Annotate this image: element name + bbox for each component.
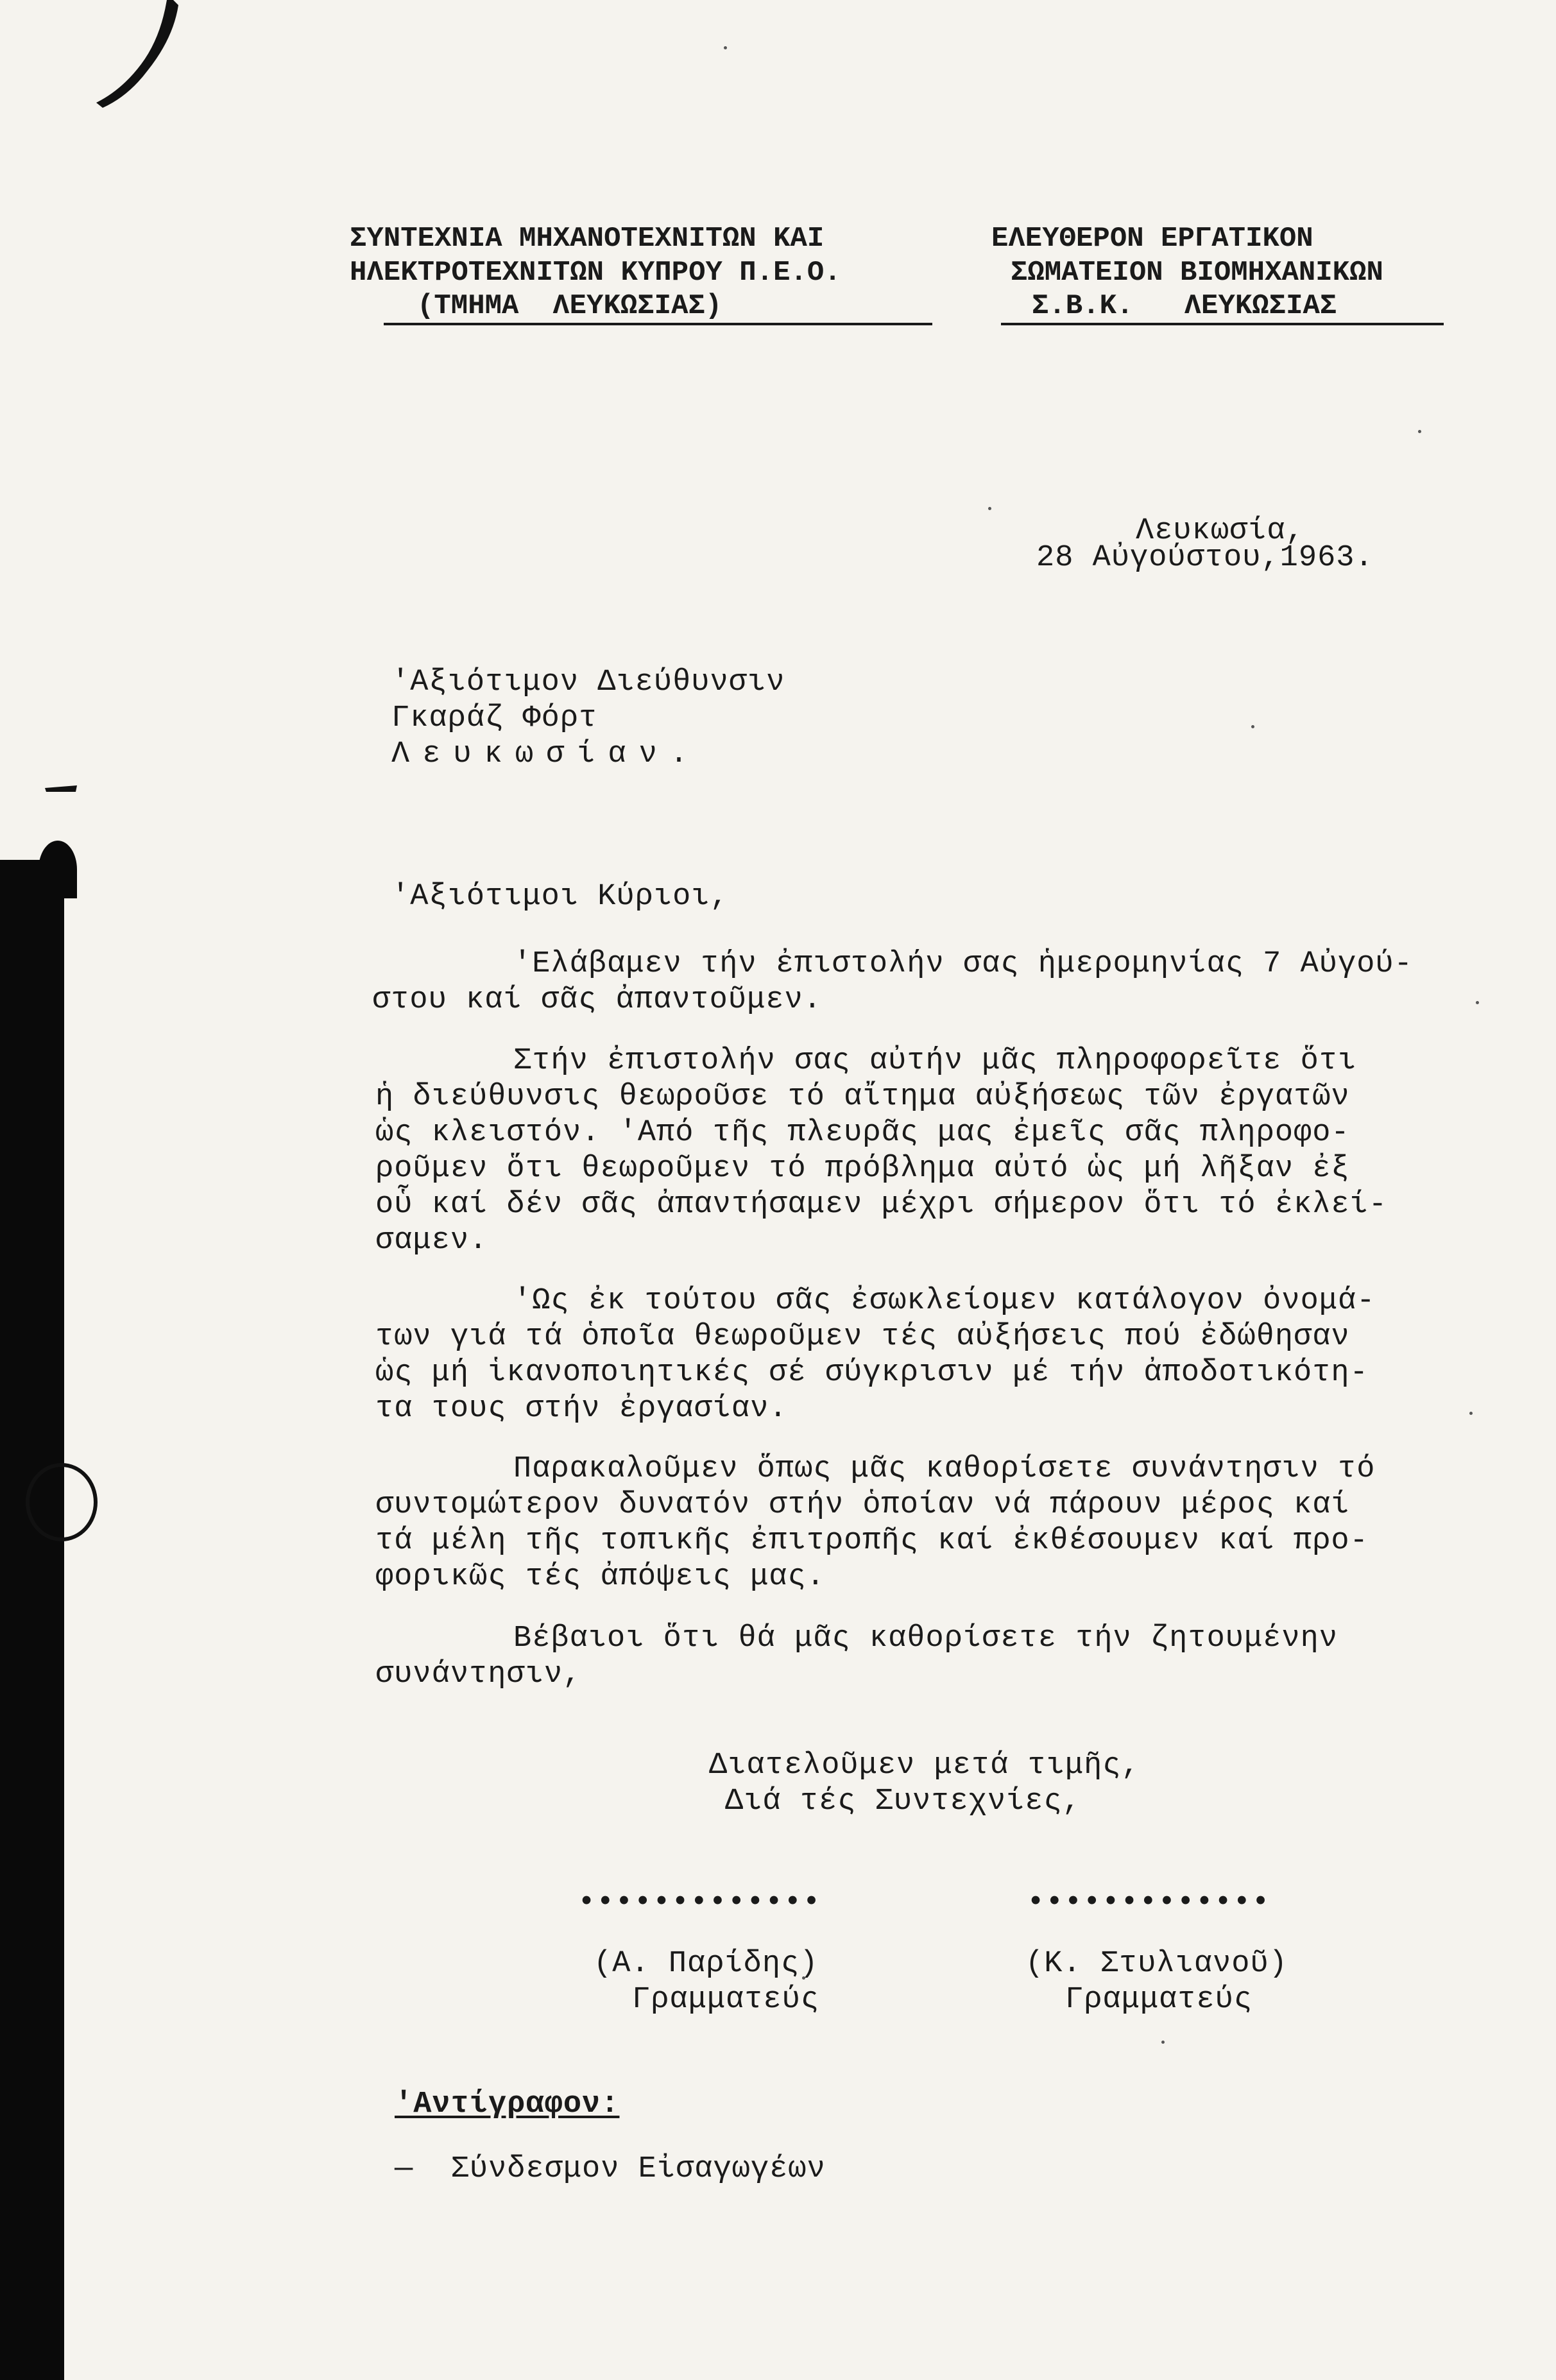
scan-edge-notch: [38, 841, 77, 898]
speck: [1161, 2041, 1165, 2044]
recipient-line2: Γκαράζ Φόρτ: [391, 701, 598, 735]
p3-line2: των γιά τά ὁποῖα θεωροῦμεν τές αὐξήσεις πού ἐδώθησαν: [375, 1320, 1350, 1354]
speck: [1476, 1001, 1479, 1004]
signature-dots-left: •••••••••••••: [577, 1886, 821, 1920]
p4-line3: τά μέλη τῆς τοπικῆς ἐπιτροπῆς καί ἐκθέσουμεν καί προ-: [375, 1524, 1369, 1558]
signature-right-name: (Κ. Στυλιανοῦ): [1025, 1947, 1288, 1981]
p2-line3: ὡς κλειστόν. 'Από τῆς πλευρᾶς μας ἐμεῖς σᾶς πληροφο-: [375, 1116, 1350, 1150]
date-place: Λευκωσία,: [1136, 514, 1304, 548]
recipient-line3: Λευκωσίαν.: [391, 737, 701, 771]
signature-left-name: (Α. Παρίδης): [594, 1947, 819, 1981]
header-right-line2: ΣΩΜΑΤΕΙΟΝ ΒΙΟΜΗΧΑΝΙΚΩΝ: [1011, 257, 1383, 289]
p2-line2: ἡ διεύθυνσις θεωροῦσε τό αἴτημα αὐξήσεως τῶν ἐργατῶν: [375, 1080, 1350, 1114]
ink-tick-icon: [45, 783, 77, 796]
signature-left-title: Γραμματεύς: [632, 1983, 820, 2017]
p4-line1: Παρακαλοῦμεν ὅπως μᾶς καθορίσετε συνάντησιν τό: [513, 1452, 1376, 1486]
speck: [1251, 725, 1254, 728]
p4-line2: συντομώτερον δυνατόν στήν ὁποίαν νά πάρουν μέρος καί: [375, 1488, 1350, 1522]
p4-line4: φορικῶς τές ἀπόψεις μας.: [375, 1560, 825, 1594]
closing-line1: Διατελοῦμεν μετά τιμῆς,: [709, 1749, 1140, 1783]
speck: [724, 46, 727, 49]
signature-right-title: Γραμματεύς: [1065, 1983, 1253, 2017]
p3-line4: τα τους στήν ἐργασίαν.: [375, 1392, 788, 1426]
punch-hole-ring: [26, 1463, 98, 1541]
closing-line2: Διά τές Συντεχνίες,: [725, 1785, 1081, 1819]
speck: [1469, 1412, 1473, 1415]
header-left-rule: [384, 323, 932, 325]
scan-edge-shadow: [0, 860, 64, 2380]
copies-item: — Σύνδεσμον Εἰσαγωγέων: [395, 2152, 826, 2186]
p2-line4: ροῦμεν ὅτι θεωροῦμεν τό πρόβλημα αὐτό ὡς μή λῆξαν ἐξ: [375, 1152, 1350, 1186]
signature-dots-right: •••••••••••••: [1027, 1886, 1270, 1920]
salutation: 'Αξιότιμοι Κύριοι,: [391, 880, 729, 914]
speck: [1418, 430, 1421, 433]
header-left-line2: ΗΛΕΚΤΡΟΤΕΧΝΙΤΩΝ ΚΥΠΡΟΥ Π.Ε.Ο.: [350, 257, 841, 289]
p2-line5: οὗ καί δέν σᾶς ἀπαντήσαμεν μέχρι σήμερον ὅτι τό ἐκλεί-: [375, 1188, 1388, 1222]
p5-line1: Βέβαιοι ὅτι θά μᾶς καθορίσετε τήν ζητουμένην: [513, 1622, 1338, 1656]
header-right-rule: [1001, 323, 1444, 325]
ink-mark-icon: [96, 0, 180, 109]
p2-line6: σαμεν.: [375, 1224, 488, 1258]
header-left-line1: ΣΥΝΤΕΧΝΙΑ ΜΗΧΑΝΟΤΕΧΝΙΤΩΝ ΚΑΙ: [350, 223, 825, 255]
p5-line2: συνάντησιν,: [375, 1657, 582, 1691]
header-right-line1: ΕΛΕΥΘΕΡΟΝ ΕΡΓΑΤΙΚΟΝ: [991, 223, 1313, 255]
date-value: 28 Αὐγούστου,1963.: [1036, 541, 1374, 575]
header-left-line3: (ΤΜΗΜΑ ΛΕΥΚΩΣΙΑΣ): [417, 290, 722, 322]
header-right-line3: Σ.Β.Κ. ΛΕΥΚΩΣΙΑΣ: [1032, 290, 1337, 322]
p1-line1: 'Ελάβαμεν τήν ἐπιστολήν σας ἡμερομηνίας 7 Αὐγού-: [513, 947, 1413, 981]
p3-line1: 'Ως ἐκ τούτου σᾶς ἐσωκλείομεν κατάλογον ὀνομά-: [513, 1284, 1376, 1318]
p1-line2: στου καί σᾶς ἀπαντοῦμεν.: [372, 983, 822, 1017]
p2-line1: Στήν ἐπιστολήν σας αὐτήν μᾶς πληροφορεῖτε ὅτι: [513, 1044, 1357, 1078]
copies-label: 'Αντίγραφον:: [395, 2087, 620, 2121]
recipient-line1: 'Αξιότιμον Διεύθυνσιν: [391, 665, 785, 699]
p3-line3: ὡς μή ἱκανοποιητικές σέ σύγκρισιν μέ τήν ἀποδοτικότη-: [375, 1356, 1369, 1390]
speck: [988, 507, 991, 510]
